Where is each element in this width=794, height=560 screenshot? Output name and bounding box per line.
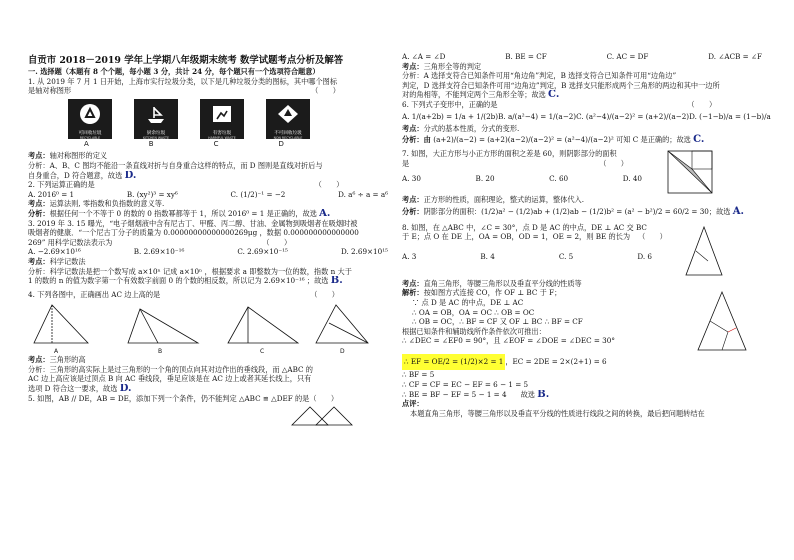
harmful-waste-icon: 有害垃圾 HARMFUL WASTE [200, 99, 244, 139]
q8-step-2: ∴ OA = OB，OA = OC ∴ OB = OC [412, 307, 535, 317]
q5-option-c: C. AC = DF [606, 52, 649, 61]
q7-option-d: D. 40 [622, 174, 642, 184]
q7-option-b: B. 20 [475, 174, 495, 184]
q8-highlight: ∴ EF = OE/2 = (1/2)×2 = 1 [402, 354, 505, 370]
q4-label-b: B [158, 348, 163, 356]
q8-be: ∴ BE = BF − EF = 5 − 1 = 4 故选 B. [402, 389, 550, 400]
right-column [402, 0, 774, 560]
recycle-bin-icon: 可回收垃圾 RECYCLABLE [68, 99, 112, 139]
q2-kaodian: 考点：运算法则, 零指数和负指数的意义等. [28, 199, 165, 209]
q7-option-a: A. 30 [402, 174, 421, 184]
bin-icons [68, 99, 388, 139]
q8-line-2: 于 E；点 O 在 DE 上，OA = OB，OD = 1，OE = 2，则 BE 的长为 （ ） [402, 232, 667, 242]
q4-answer: D. [119, 384, 132, 394]
q5-analysis-2: 判定，D 选择支符合已知条件可用“边角边”判定，B 选择支只能形成两个三角形的两边和其中一边所 [402, 80, 720, 90]
q4-analysis-1: 分析：三角形的高实际上是过三角形的一个角的顶点向其对边作出的垂线段，而 △ABC 的 [28, 364, 313, 374]
q4-stem: 4. 下列各图中，正确画出 AC 边上高的是 （ ） [28, 289, 339, 299]
q8-step-5: ∴ ∠DEC = ∠EF0 = 90°，且 ∠EOF = ∠DOE = ∠DEC = 30° [402, 336, 615, 346]
q7-line-2: 是 （ ） [402, 158, 628, 168]
q8-solution [402, 288, 774, 354]
q8-option-b: B. 4 [480, 251, 495, 261]
q3-options [28, 247, 388, 257]
q7-analysis: 分析：阴影部分的面积：(1/2)a² − (1/2)ab + (1/2)ab − (1/2)b² = (a² − b²)/2 = 60/2 = 30；故选 A. [402, 205, 744, 217]
q7-option-c: C. 60 [549, 174, 569, 184]
q5-option-d: D. ∠ACB = ∠F [708, 52, 762, 61]
q1-answer: D. [124, 170, 137, 181]
q8-highlight-line: ∴ EF = OE/2 = (1/2)×2 = 1 ，EC = 2DE = 2×(2+1) = 6 [402, 354, 774, 370]
triangle-c [228, 307, 298, 343]
q4-analysis-2: AC 边上高应该是过顶点 B 向 AC 垂线段，垂足应该是在 AC 边上或者其延长线上，只有 [28, 374, 312, 384]
q8-answer: B. [537, 389, 550, 400]
q6-answer: C. [693, 134, 705, 146]
q6-option-c: C. (a²−4)/(a−2)² = (a+2)/(a−2) [576, 111, 690, 121]
kitchen-waste-icon: 厨余垃圾 KITCHEN WASTE [134, 99, 178, 139]
q3-option-c: C. 2.69×10⁻¹⁵ [237, 247, 288, 257]
q2-option-c: C. (1/2)⁻¹ = −2 [230, 189, 286, 199]
q8-jiexi: 解析：按如图方式连接 CO，作 OF ⊥ BC 于 F； [402, 288, 562, 298]
q3-analysis-2: 1 的数的 n 的值为数字第一个有效数字前面 0 的个数的相反数，所以记为 2.69×10⁻¹⁶ ；故选 B. [28, 276, 343, 286]
q8-triangle-figure [678, 223, 730, 279]
q6-options [402, 110, 771, 124]
section-heading: 一. 选择题（本题有 8 个个题，每小题 3 分，共计 24 分，每个题只有一个选项符合题意） [28, 67, 320, 76]
q2-option-d: D. a⁶ ÷ a = a⁶ [338, 189, 388, 199]
q8-cf: ∴ CF = CF = EC − EF = 6 − 1 = 5 [402, 379, 529, 389]
option-d: D [278, 139, 284, 148]
q3-kaodian: 考点：科学记数法 [28, 256, 86, 266]
q7-answer: A. [732, 205, 744, 217]
dianping-label: 点评： [402, 399, 424, 409]
q8-step-4: 根据已知条件和辅助线所作条件依次可推出： [402, 326, 546, 336]
non-recyclable-icon: 不可回收垃圾 NON RECYCLABLE [266, 99, 310, 139]
q8-options [402, 252, 652, 262]
q8-step-1: ∵ 点 D 是 AC 的中点，DE ⊥ AC [412, 297, 524, 307]
q5-option-b: B. BE = CF [505, 52, 547, 61]
option-c: C [213, 139, 219, 148]
option-b: B [148, 139, 154, 148]
triangle-b [128, 309, 198, 343]
q6-analysis: 分析：由 (a+2)/(a−2) = (a+2)(a−2)/(a−2)² = (a²−4)/(a−2)² 可知 C 是正确的；故选 C. [402, 134, 705, 146]
q3-option-a: A. −2.69×10¹⁶ [28, 247, 81, 257]
left-column [28, 0, 388, 560]
q7-options [402, 174, 642, 184]
q5-stem: 5. 如图，AB // DE，AB = DE，添加下列一个条件，仍不能判定 △ABC ≌ △DEF 的是（ ） [28, 393, 339, 403]
page-title: 自贡市 2018－2019 学年上学期八年级期末统考 数学试题考点分析及解答 [28, 55, 344, 66]
triangle-d [316, 305, 368, 343]
q6-kaodian: 考点：分式的基本性质，分式的变形. [402, 123, 520, 133]
q3-option-d: D. 2.69×10¹⁵ [340, 247, 388, 257]
bin-option-labels [84, 140, 388, 150]
q8-bf: ∴ BF = 5 [402, 370, 435, 380]
q4-triangles-figure [28, 299, 388, 355]
q5-analysis-1: 分析：A 选择支符合已知条件可用“角边角”判定，B 选择支符合已知条件可用“边角边” [402, 71, 677, 81]
q8-block [402, 223, 774, 279]
q4-analysis-3: 选项 D 符合这一要求，故选 D. [28, 384, 132, 394]
q3-analysis-1: 分析：科学记数法是把一个数写成 a×10ⁿ 记成 a×10ⁿ ，根据要求 a 即整数为一位的数，指数 n 大于 [28, 266, 352, 276]
q8-option-a: A. 3 [402, 251, 417, 261]
triangle-a [34, 305, 88, 343]
q5-figure [28, 403, 388, 427]
q5-analysis-3: 对的角相等，不能判定两个三角形全等；故选 C. [402, 90, 560, 100]
q8-option-d: D. 6 [637, 251, 652, 261]
q6-option-a: A. 1/(a+2b) = 1/a + 1/(2b) [402, 111, 499, 121]
q8-line-1: 8. 如图，在 △ABC 中，∠C = 30°，点 D 是 AC 的中点，DE ⊥ AC 交 BC [402, 222, 647, 232]
q5-option-a: A. ∠A = ∠D [402, 52, 446, 61]
q2-stem: 2. 下列运算正确的是 （ ） [28, 180, 344, 190]
q1-analysis-1: 分析：A、B、C 图均不能沿一条直线对折与自身重合这样的特点，而 D 图则是直线对折后与 [28, 160, 323, 170]
q8-step-3: ∴ OB = OC，∴ BF = CF 又 OF ⊥ BC ∴ BF = CF [412, 317, 583, 327]
q7-kaodian: 考点：正方形的性质，面积理论，整式的运算，整体代入. [402, 195, 584, 205]
q2-analysis: 分析：根据任何一个不等于 0 的数的 0 指数幂都等于 1，所以 2016⁰ = 1 是正确的，故选 A. [28, 208, 331, 219]
q3-answer: B. [330, 276, 343, 286]
q1-analysis-2: 自身重合，D 符合题意，故选 D. [28, 170, 137, 181]
q7-squares-figure [664, 149, 720, 195]
q2-option-b: B. (xy²)³ = xy⁶ [126, 189, 178, 199]
q4-label-c: C [260, 348, 265, 356]
q3-line-3: 269” 用科学记数法表示为 （ ） [28, 237, 292, 247]
q8-kaodian: 考点：直角三角形，等腰三角形以及垂直平分线的性质等 [402, 278, 582, 288]
q1-kaodian: 考点：轴对称图形的定义 [28, 151, 108, 161]
q6-option-d: D. (−1−b)/a = (1−b)/a [689, 111, 771, 121]
q8-solution-figure [692, 288, 752, 354]
q5-answer: C. [548, 90, 560, 100]
q7-block [402, 149, 774, 195]
q3-option-b: B. 2.69×10⁻¹⁶ [133, 247, 185, 257]
q6-stem: 6. 下列式子变形中，正确的是 （ ） [402, 99, 717, 109]
q3-line-2: 吸烟者的健康．“一个尼古丁分子的质量为 0.00000000000000269μg ，数据 0.000000000000000 [28, 228, 359, 238]
q5-options [402, 52, 762, 62]
q2-answer: A. [319, 208, 331, 219]
q4-label-a: A [54, 348, 59, 356]
q1-line-2: 是轴对称图形 （ ） [28, 86, 340, 96]
q7-line-1: 7. 如图，大正方形与小正方形的面积之差是 60，则阴影部分的面积 [402, 149, 617, 159]
q4-label-d: D [340, 348, 345, 356]
option-a: A [84, 139, 89, 148]
q3-line-1: 3. 2019 年 3. 15 曝光，“电子烟烟液中含有尼古丁、甲醛、丙二醇、甘油、金属物到吸烟者在吸烟时被 [28, 218, 358, 228]
q8-option-c: C. 5 [558, 251, 574, 261]
q4-kaodian: 考点：三角形的高 [28, 355, 86, 365]
q1-line-1: 1. 从 2019 年 7 月 1 日开始，上海市实行垃圾分类，以下是几种垃圾分类的图标，其中哪个图标 [28, 76, 338, 86]
q6-option-b: B. a/(a²−4) = 1/(a−2) [498, 111, 577, 121]
q5-kaodian: 考点：三角形全等的判定 [402, 61, 482, 71]
dianping-text: 本题直角三角形，等腰三角形以及垂直平分线的性质进行线段之间的转换，最后把问题转结在 [410, 408, 705, 418]
q2-option-a: A. 2016⁰ = 1 [28, 189, 75, 199]
q2-options [28, 190, 388, 200]
